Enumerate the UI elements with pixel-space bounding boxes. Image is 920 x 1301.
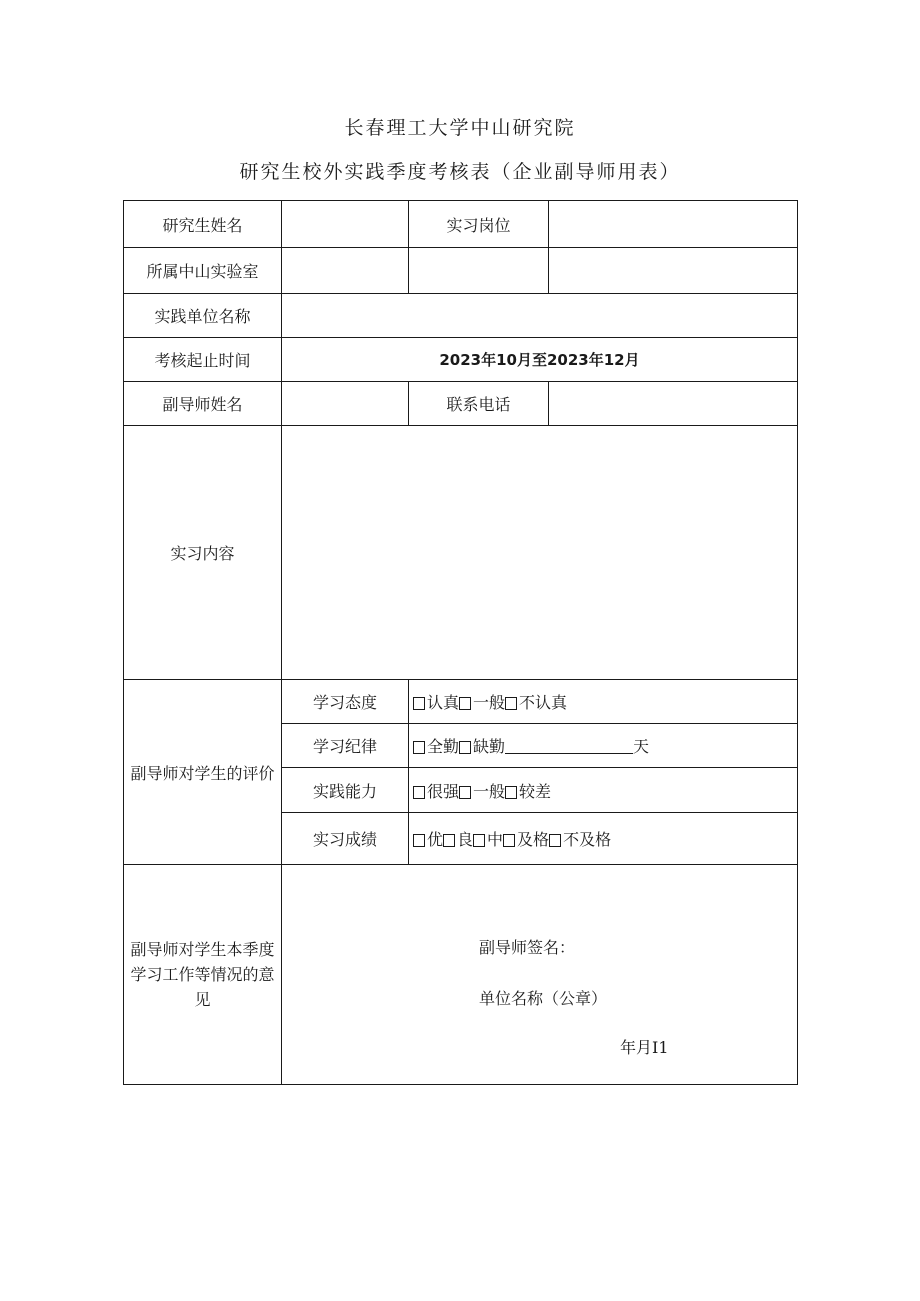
checkbox-grade-medium[interactable] (473, 834, 485, 847)
checkbox-discipline-full[interactable] (413, 741, 425, 754)
unit-name-label: 实践单位名称 (124, 294, 282, 338)
grade-options (409, 813, 798, 865)
content-field[interactable] (282, 426, 798, 680)
checkbox-grade-good[interactable] (443, 834, 455, 847)
student-name-field[interactable] (282, 201, 409, 248)
date-label: 年月I1 (620, 1038, 669, 1057)
lab-label: 所属中山实验室 (124, 248, 282, 294)
checkbox-ability-poor[interactable] (505, 786, 517, 799)
option-label: 中 (487, 830, 504, 849)
lab-field[interactable] (282, 248, 409, 294)
opinion-label: 副导师对学生本季度学习工作等情况的意见 (124, 865, 282, 1085)
option-label: 较差 (519, 781, 552, 801)
position-field[interactable] (549, 201, 798, 248)
period-value: 2023年10月至2023年12月 (282, 338, 798, 382)
option-label: 一般 (473, 781, 506, 801)
option-label: 良 (457, 830, 474, 849)
unit-seal-label: 单位名称（公章） (479, 989, 608, 1008)
option-label: 及格 (517, 830, 550, 849)
option-label: 全勤 (427, 737, 460, 756)
checkbox-grade-pass[interactable] (503, 834, 515, 847)
mentor-name-field[interactable] (282, 382, 409, 426)
unit-name-field[interactable] (282, 294, 798, 338)
checkbox-ability-strong[interactable] (413, 786, 425, 799)
period-label: 考核起止时间 (124, 338, 282, 382)
lab-extra-field-2[interactable] (549, 248, 798, 294)
ability-options (409, 768, 798, 813)
content-label: 实习内容 (124, 426, 282, 680)
checkbox-attitude-average[interactable] (459, 697, 471, 710)
assessment-form-table (123, 200, 798, 1085)
attitude-label: 学习态度 (282, 680, 409, 724)
grade-label: 实习成绩 (282, 813, 409, 865)
signature-label: 副导师签名： (479, 938, 576, 957)
option-label: 不认真 (519, 693, 568, 712)
checkbox-grade-fail[interactable] (549, 834, 561, 847)
option-label: 很强 (427, 781, 460, 801)
form-title: 研究生校外实践季度考核表（企业副导师用表） (239, 161, 681, 183)
phone-field[interactable] (549, 382, 798, 426)
institution-title: 长春理工大学中山研究院 (344, 117, 576, 139)
absence-days-blank[interactable] (505, 739, 633, 754)
checkbox-discipline-absent[interactable] (459, 741, 471, 754)
ability-label: 实践能力 (282, 768, 409, 813)
phone-label: 联系电话 (409, 382, 549, 426)
checkbox-attitude-serious[interactable] (413, 697, 425, 710)
option-label: 不及格 (563, 830, 612, 849)
checkbox-attitude-not-serious[interactable] (505, 697, 517, 710)
days-suffix: 天 (633, 737, 650, 756)
lab-extra-field-1[interactable] (409, 248, 549, 294)
mentor-name-label: 副导师姓名 (124, 382, 282, 426)
option-label: 缺勤 (473, 737, 506, 756)
attitude-options (409, 680, 798, 724)
option-label: 一般 (473, 693, 506, 712)
option-label: 优 (427, 830, 444, 849)
discipline-label: 学习纪律 (282, 724, 409, 768)
student-name-label: 研究生姓名 (124, 201, 282, 248)
option-label: 认真 (427, 693, 460, 712)
opinion-field[interactable] (282, 865, 798, 1085)
evaluation-label: 副导师对学生的评价 (124, 680, 282, 865)
position-label: 实习岗位 (409, 201, 549, 248)
checkbox-grade-excellent[interactable] (413, 834, 425, 847)
discipline-options (409, 724, 798, 768)
checkbox-ability-average[interactable] (459, 786, 471, 799)
